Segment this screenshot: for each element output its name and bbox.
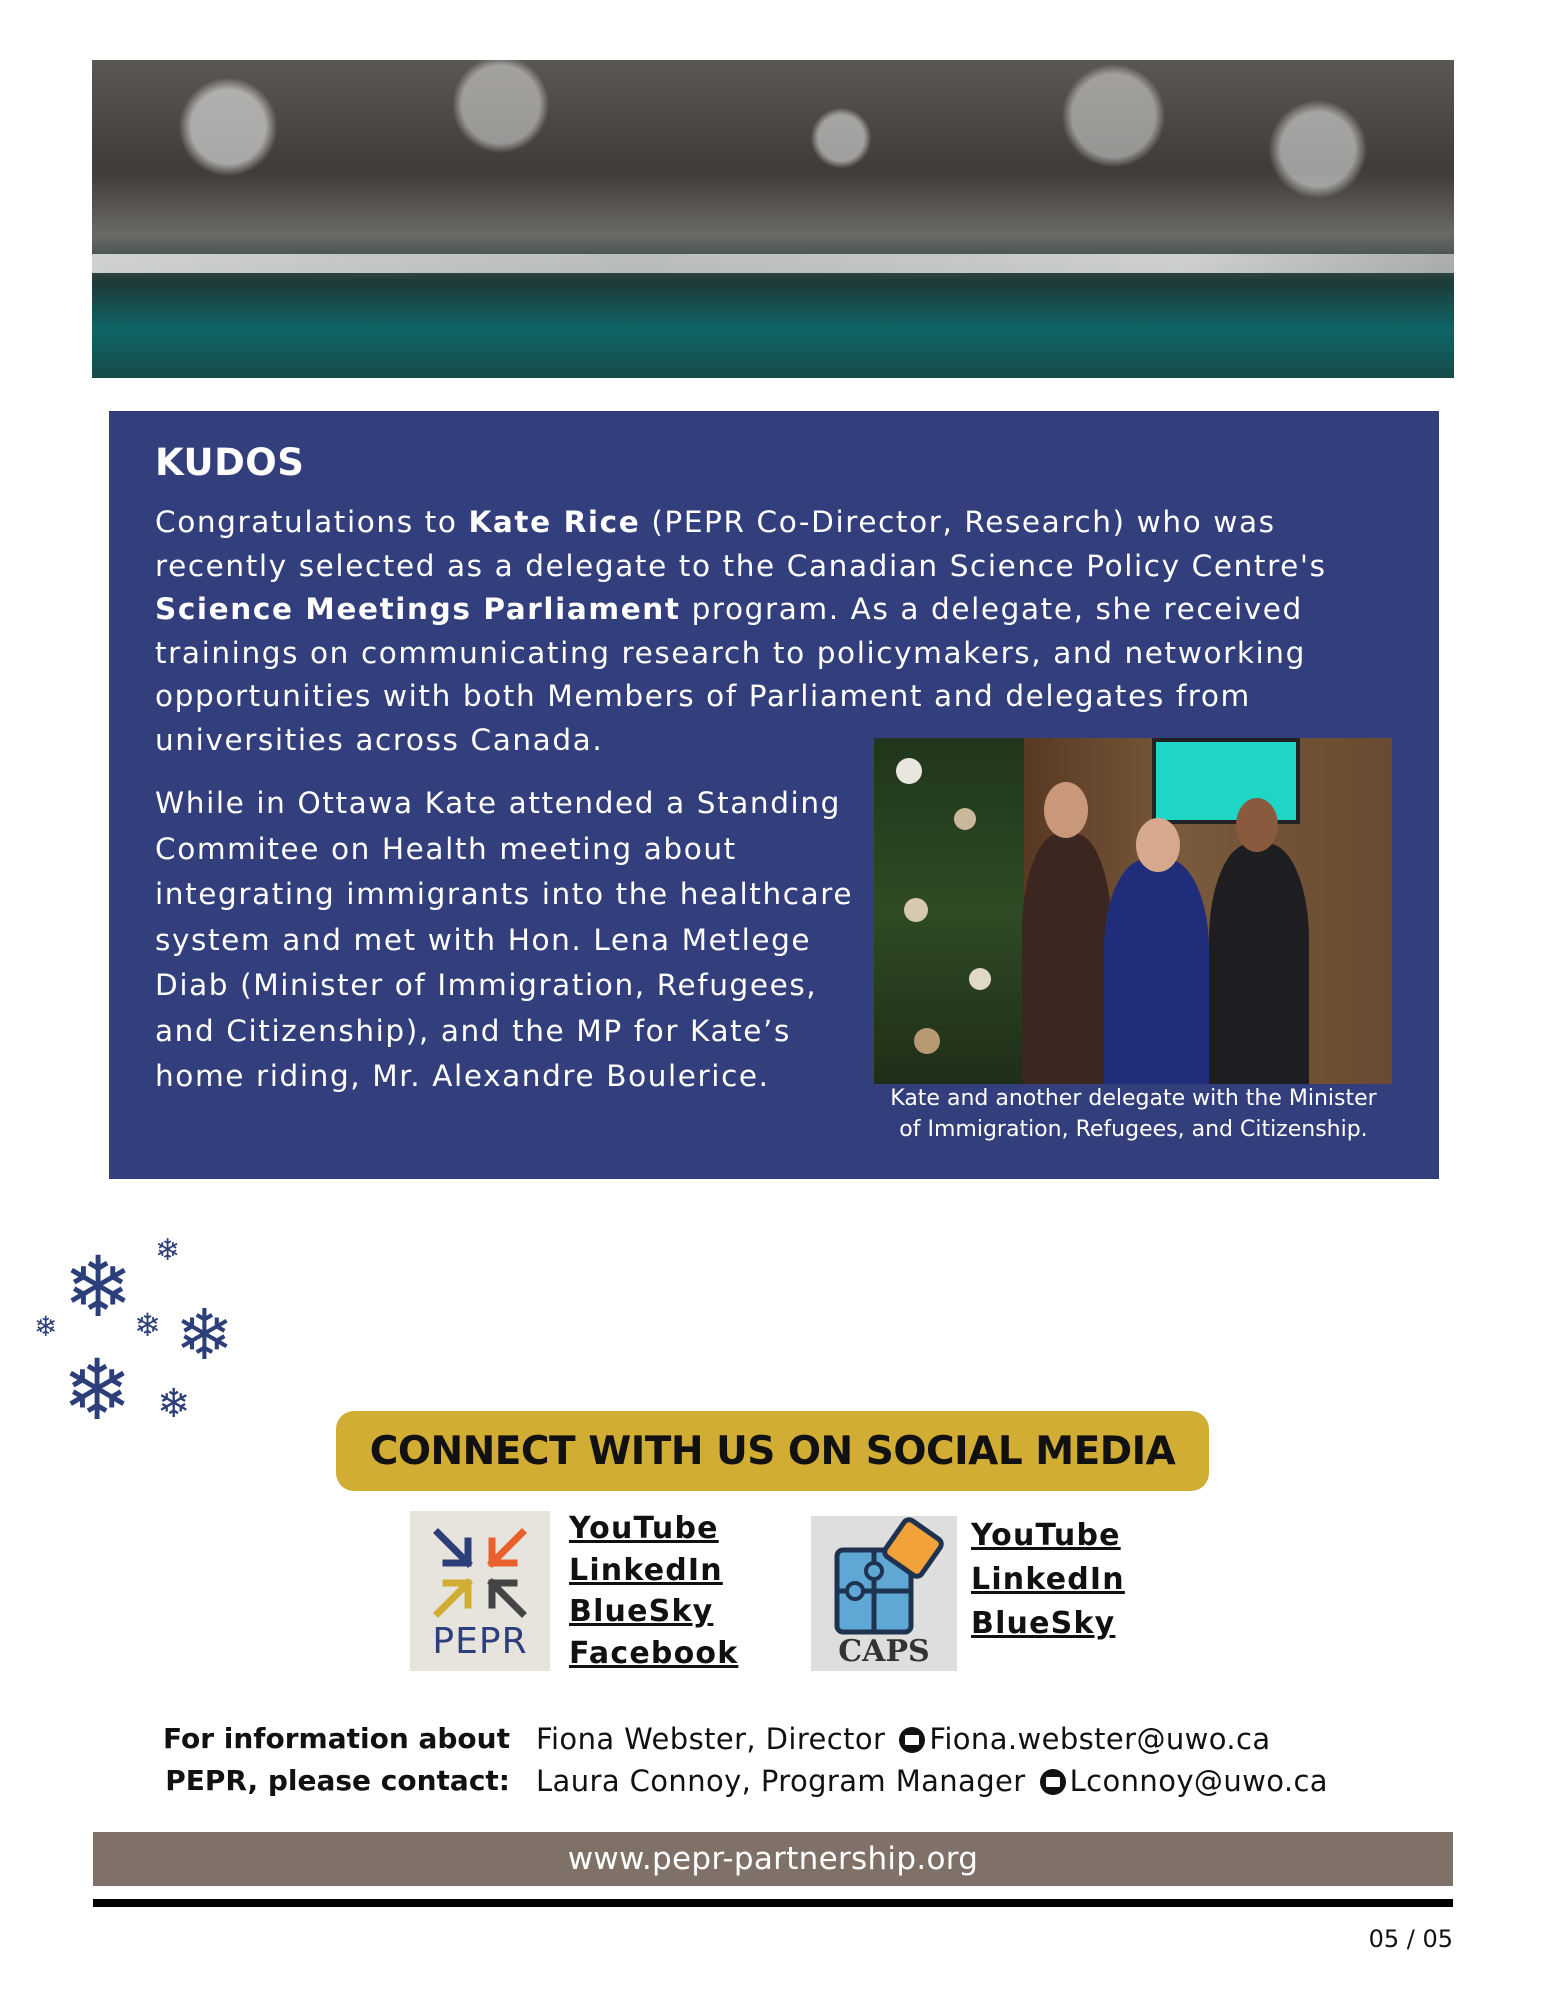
snowflake-icon: ❄ [155, 1233, 181, 1268]
caps-social-links [971, 1514, 1125, 1646]
caps-bluesky-link[interactable]: BlueSky [971, 1606, 1116, 1641]
kudos-paragraph-1: Congratulations to Kate Rice (PEPR Co-Director, Research) who was recently selected as a delegate to the Canadian Science Policy Centre's Science Meetings Parliament program. As a delegate, she received trainings on communicating research to policymakers, and networking opportunities with both Members of Parliament and delegates from universities across Canada. [155, 505, 1327, 757]
contact-email-link[interactable]: Fiona.webster@uwo.ca [929, 1722, 1271, 1756]
delegates-photo [874, 738, 1392, 1084]
contact-row [536, 1718, 1328, 1760]
email-icon [899, 1727, 925, 1753]
pepr-logo [410, 1511, 550, 1671]
kudos-title: KUDOS [155, 441, 305, 484]
snowflake-icon: ❄ [134, 1306, 161, 1344]
snowflake-icon: ❄ [157, 1381, 191, 1427]
winter-lake-banner-image [92, 60, 1454, 378]
snowflake-icon: ❄ [34, 1310, 58, 1343]
contact-label: For information about PEPR, please contact: [162, 1722, 510, 1797]
program-name: Science Meetings Parliament [155, 592, 681, 626]
social-media-heading [336, 1411, 1209, 1491]
website-link[interactable]: www.pepr-partnership.org [567, 1841, 979, 1877]
pepr-linkedin-link[interactable]: LinkedIn [569, 1552, 723, 1588]
contact-name: Laura Connoy, Program Manager [536, 1764, 1026, 1798]
pepr-youtube-link[interactable]: YouTube [569, 1511, 719, 1546]
email-icon [1040, 1769, 1066, 1795]
page-number: 05 / 05 [1368, 1925, 1453, 1953]
contact-list [536, 1718, 1328, 1802]
pepr-social-links [569, 1508, 738, 1674]
photo-caption: Kate and another delegate with the Minister of Immigration, Refugees, and Citizenship. [890, 1086, 1377, 1142]
website-footer-bar [93, 1832, 1453, 1886]
caps-youtube-link[interactable]: YouTube [971, 1518, 1121, 1553]
contact-email-link[interactable]: Lconnoy@uwo.ca [1069, 1764, 1328, 1798]
kate-rice-name: Kate Rice [468, 505, 641, 539]
kudos-paragraph-2: While in Ottawa Kate attended a Standing Commitee on Health meeting about integrating immigrants into the healthcare system and met with Hon. Lena Metlege Diab (Minister of Immigration, Refugees, and Citizenship), and the MP for Kate’s home riding, Mr. Alexandre Boulerice. [155, 786, 854, 1093]
caps-logo-text: CAPS [838, 1634, 930, 1669]
social-media-title: CONNECT WITH US ON SOCIAL MEDIA [369, 1428, 1176, 1474]
snowflake-icon: ❄ [175, 1294, 234, 1376]
caps-linkedin-link[interactable]: LinkedIn [971, 1562, 1125, 1597]
snowflake-icon: ❄ [62, 1341, 133, 1439]
footer-divider [93, 1899, 1453, 1907]
pepr-logo-text: PEPR [432, 1621, 528, 1662]
kudos-panel [109, 411, 1439, 1179]
contact-row [536, 1760, 1328, 1802]
pepr-bluesky-link[interactable]: BlueSky [569, 1594, 714, 1629]
caps-logo [811, 1516, 957, 1671]
snowflake-icon: ❄ [63, 1238, 134, 1336]
pepr-facebook-link[interactable]: Facebook [569, 1635, 739, 1671]
contact-name: Fiona Webster, Director [536, 1722, 886, 1756]
